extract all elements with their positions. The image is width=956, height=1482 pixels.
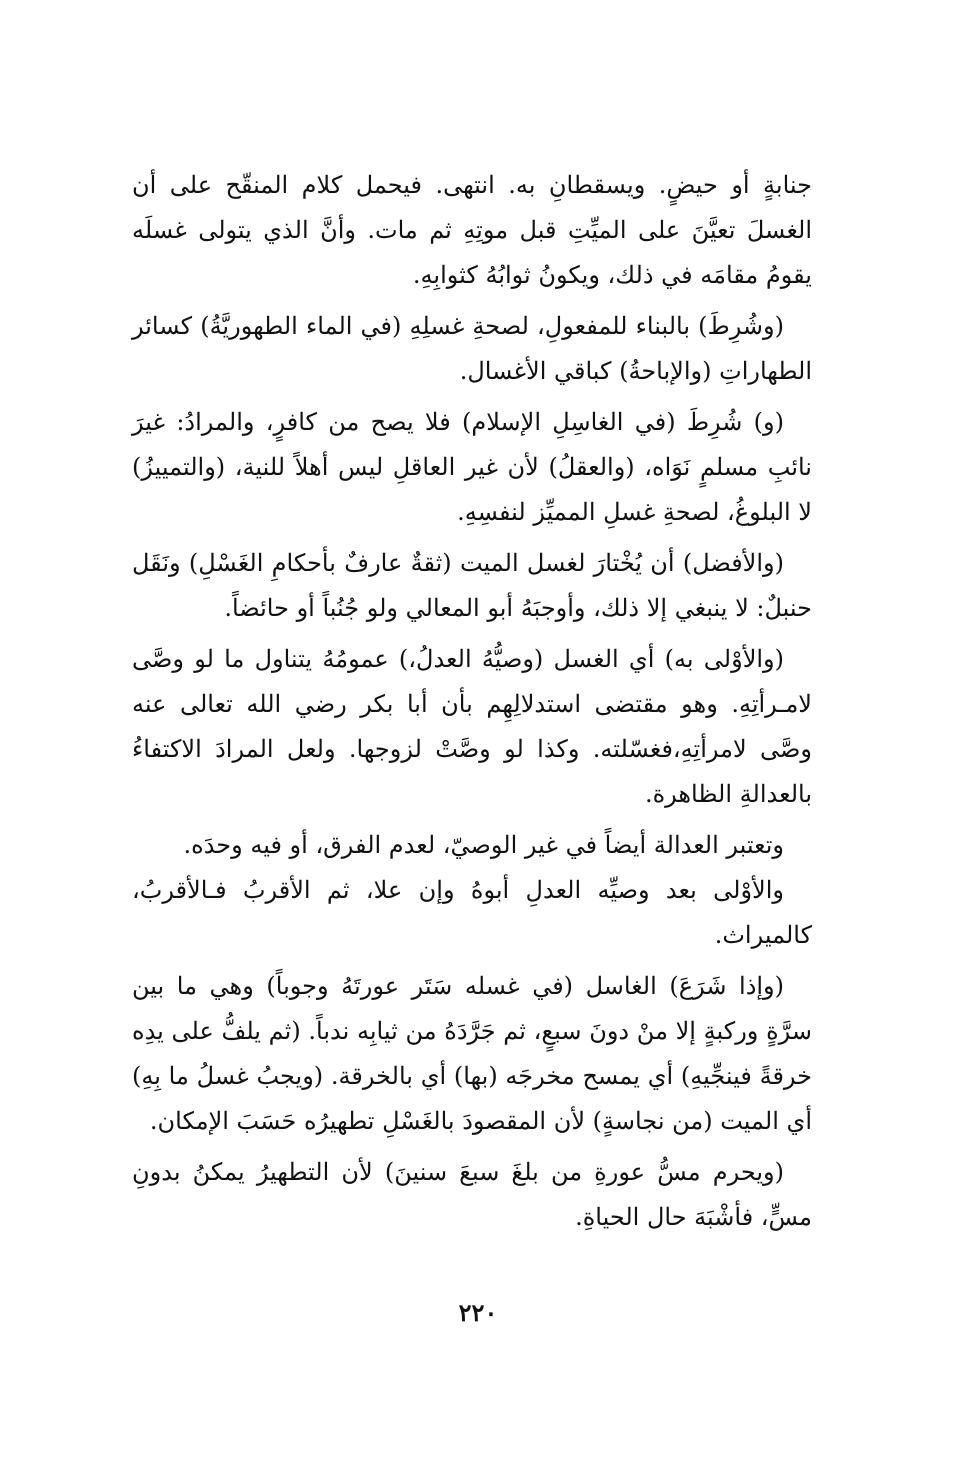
document-body bbox=[132, 163, 812, 1246]
paragraph: (وإذا شَرَعَ) الغاسل (في غسله سَتَر عورتَهُ وجوباً) وهي ما بين سرَّةٍ وركبةٍ إلا منْ دونَ سبعٍ، ثم جَرَّدَهُ من ثيابِه ندباً. (ثم يلفُّ على يدِه خرقةً فينجِّيهِ) أي يمسح مخرجَه (بها) أي بالخرقة. (ويجبُ غسلُ ما بِهِ) أي الميت (من نجاسةٍ) لأن المقصودَ بالغَسْلِ تطهيرُه حَسَبَ الإمكان. bbox=[132, 972, 812, 1135]
paragraph: (وشُرِطَ) بالبناء للمفعولِ، لصحةِ غسلِهِ (في الماء الطهوريَّةُ) كسائر الطهاراتِ (والإباحةُ) كباقي الأغسال. bbox=[132, 312, 812, 385]
paragraph: (ويحرم مسُّ عورةِ من بلغَ سبعَ سنينَ) لأن التطهيرُ يمكنُ بدونِ مسٍّ، فأشْبَهَ حال الحياةِ. bbox=[132, 1158, 812, 1231]
paragraph: وتعتبر العدالة أيضاً في غير الوصيّ، لعدم الفرق، أو فيه وحدَه. bbox=[183, 831, 784, 859]
page-number: ٢٢٠ bbox=[458, 1298, 498, 1327]
paragraph: (والأوْلى به) أي الغسل (وصيُّهُ العدلُ،) عمومُهُ يتناول ما لو وصَّى لامـرأتِهِ. وهو مقتضى استدلالِهِم بأن أبا بكر رضي الله تعالى عنه وصَّى لامرأتِهِ،فغسّلته. وكذا لو وصَّتْ لزوجها. ولعل المرادَ الاكتفاءُ بالعدالةِ الظاهرة. bbox=[132, 645, 812, 808]
paragraph: جنابةٍ أو حيضٍ. ويسقطانِ به. انتهى. فيحمل كلام المنقّح على أن الغسلَ تعيَّنَ على الميِّتِ قبل موتِهِ ثم مات. وأنَّ الذي يتولى غسلَه يقومُ مقامَه في ذلك، ويكونُ ثوابُهُ كثوابِهِ. bbox=[132, 171, 812, 289]
paragraph: (والأفضل) أن يُخْتارَ لغسل الميت (ثقةٌ عارفٌ بأحكامِ الغَسْلِ) ونَقَل حنبلٌ: لا ينبغي إلا ذلك، وأوجبَهُ أبو المعالي ولو جُنُباً أو حائضاً. bbox=[132, 549, 812, 622]
paragraph: (و) شُرِطَ (في الغاسِلِ الإسلام) فلا يصح من كافرٍ، والمرادُ: غيرَ نائبِ مسلمٍ نَوَاه، (والعقلُ) لأن غير العاقلِ ليس أهلاً للنية، (والتمييزُ) لا البلوغُ، لصحةِ غسلِ المميِّز لنفسِهِ. bbox=[132, 408, 812, 526]
paragraph: والأوْلى بعد وصيِّه العدلِ أبوهُ وإن علا، ثم الأقربُ فـالأقربُ، كالميراث. bbox=[132, 876, 812, 949]
